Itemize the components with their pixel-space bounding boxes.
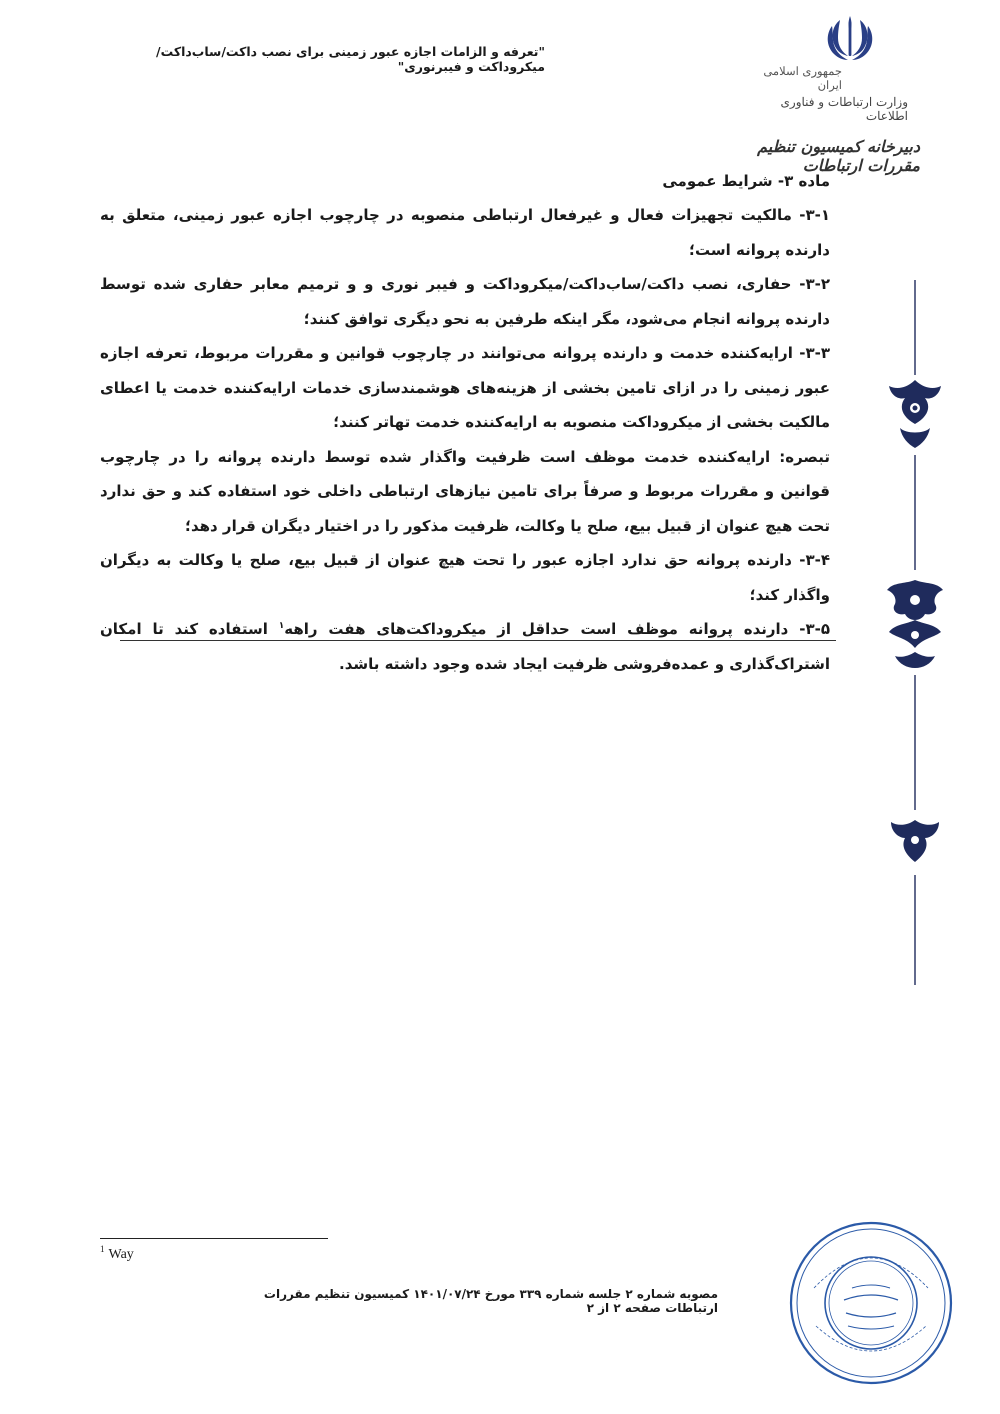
note-text: ارایه‌کننده خدمت موظف است ظرفیت واگذار شده توسط دارنده پروانه را در چارچوب قوانین و مقررات مربوط و صرفاً برای تامین نیازهای ارتباطی داخلی خود استفاده کند و حق ندارد تحت هیچ عنوان از قبیل بیع، صلح یا وکالت، ظرفیت مذکور را در اختیار دیگران قرار دهد؛ [100,447,830,535]
article-title: ماده ۳- شرایط عمومی [662,172,830,190]
clause-text: حفاری، نصب داکت/ساب‌داکت/میکروداکت و فیبر نوری و و ترمیم معابر حفاری شده توسط دارنده پروانه انجام می‌شود، مگر اینکه طرفین به نحو دیگری توافق کنند؛ [100,275,830,328]
clause-number: ۳-۲- [799,275,830,293]
clause-text: استفاده کند تا امکان اشتراک‌گذاری و عمده‌فروشی ظرفیت ایجاد شده وجود داشته باشد. [100,620,830,673]
clause-text: دارنده پروانه حق ندارد اجازه عبور را تحت هیچ عنوان از قبیل بیع، صلح یا وکالت به دیگران واگذار کند؛ [100,551,830,604]
clause-3-5 [100,612,830,681]
clause-note [100,440,830,544]
org-ministry-line: وزارت ارتباطات و فناوری اطلاعات [780,95,908,123]
footnote-divider [100,1238,328,1239]
footnote-reference[interactable]: ۱ [278,621,285,631]
organization-header [740,64,920,175]
clause-3-1 [100,198,830,267]
footnote-text: Way [108,1247,134,1262]
note-label: تبصره: [779,447,830,466]
clause-number: ۳-۴- [799,551,830,569]
clause-number: ۳-۳- [799,344,830,362]
clause-number: ۳-۱- [799,206,830,224]
document-title: "تعرفه و الزامات اجازه عبور زمینی برای نصب داکت/ساب‌داکت/میکروداکت و فیبرنوری" [156,44,545,74]
clause-3-2 [100,267,830,336]
clause-text: ارایه‌کننده خدمت و دارنده پروانه می‌توانند در چارچوب قوانین و مقررات مربوط، تعرفه اجازه عبور زمینی را در ازای تامین بخشی از هزینه‌های هوشمندسازی خدمات ارایه‌کننده خدمت یا اعطای مالکیت بخشی از میکروداکت منصوبه به ارایه‌کننده خدمت تهاتر کنند؛ [100,344,830,431]
article-body [100,164,830,681]
clause-number: ۳-۵- [799,620,830,638]
clause-text: مالکیت تجهیزات فعال و غیرفعال ارتباطی منصوبه در چارچوب اجازه عبور زمینی، متعلق به دارنده پروانه است؛ [100,206,830,259]
clause-3-3 [100,336,830,440]
official-seal-icon [786,1218,956,1388]
approval-footer: مصوبه شماره ۲ جلسه شماره ۳۳۹ مورخ ۱۴۰۱/۰۷/۲۴ کمیسیون تنظیم مقررات ارتباطات صفحه ۲ از ۲ [263,1287,718,1315]
clause-3-4 [100,543,830,612]
footnote [100,1244,134,1263]
content-divider [120,640,836,641]
decorative-ornament-icon [880,280,950,990]
org-secretariat-line: دبیرخانه کمیسیون تنظیم مقررات ارتباطات [757,137,920,175]
footnote-mark: 1 [100,1244,105,1255]
clause-text: دارنده پروانه موظف است حداقل از میکروداکت‌های هفت راهه [284,620,789,638]
org-republic-line: جمهوری اسلامی ایران [763,64,842,92]
iran-emblem-icon [818,12,882,68]
